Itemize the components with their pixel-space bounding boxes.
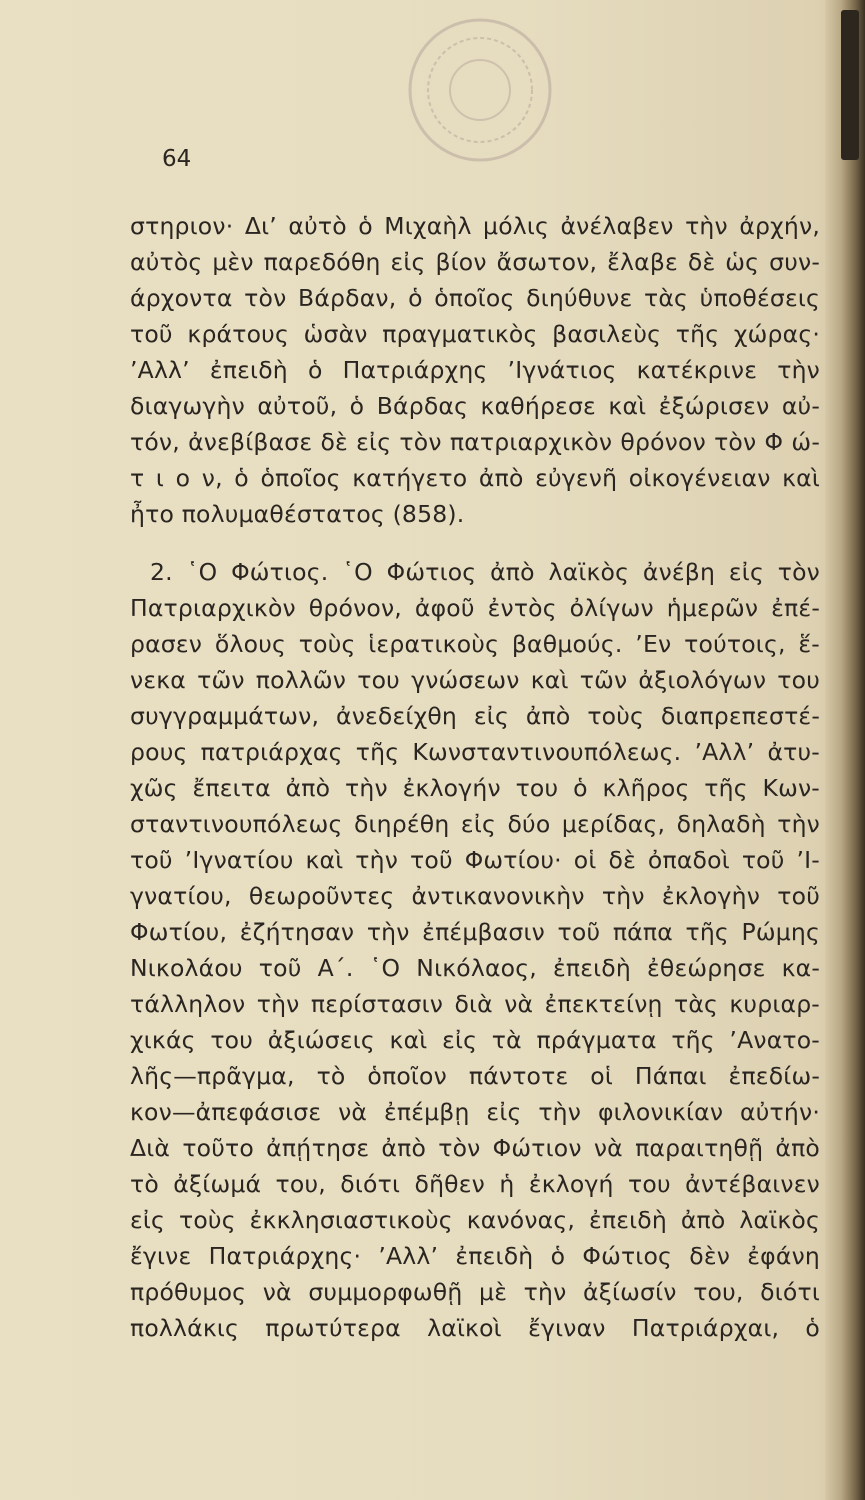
library-stamp-icon <box>405 15 555 165</box>
text-line: ’Αλλ’ ἐπειδὴ ὁ Πατριάρχης ’Ιγνάτιος κατέκρινε τὴν <box>130 356 820 384</box>
text-line: διαγωγὴν αὐτοῦ, ὁ Βάρδας καθήρεσε καὶ ἐξώρισεν αὐ- <box>130 392 820 420</box>
text-line: Πατριαρχικὸν θρόνον, ἀφοῦ ἐντὸς ὀλίγων ἡμερῶν ἐπέ- <box>130 594 820 622</box>
text-line: νεκα τῶν πολλῶν του γνώσεων καὶ τῶν ἀξιολόγων του <box>130 666 820 694</box>
text-line: τοῦ ’Ιγνατίου καὶ τὴν τοῦ Φωτίου· οἱ δὲ ὀπαδοὶ τοῦ ’Ι- <box>130 846 820 874</box>
text-line: γνατίου, θεωροῦντες ἀντικανονικὴν τὴν ἐκλογὴν τοῦ <box>130 882 820 910</box>
text-line: ρασεν ὅλους τοὺς ἱερατικοὺς βαθμούς. ’Εν τούτοις, ἕ- <box>130 630 820 658</box>
spine-edge <box>841 10 859 160</box>
text-line: τὸ ἀξίωμά του, διότι δῆθεν ἡ ἐκλογή του ἀντέβαινεν <box>130 1170 820 1198</box>
text-line: εἰς τοὺς ἐκκλησιαστικοὺς κανόνας, ἐπειδὴ ἀπὸ λαϊκὸς <box>130 1206 820 1234</box>
section-heading-line: 2. ῾Ο Φώτιος. ῾Ο Φώτιος ἀπὸ λαϊκὸς ἀνέβη εἰς τὸν <box>150 558 820 586</box>
text-line: τ ι ο ν, ὁ ὁποῖος κατήγετο ἀπὸ εὐγενῆ οἰκογένειαν καὶ <box>130 464 820 492</box>
text-line: πολλάκις πρωτύτερα λαϊκοὶ ἔγιναν Πατριάρχαι, ὁ <box>130 1314 820 1342</box>
text-line: ρους πατριάρχας τῆς Κωνσταντινουπόλεως. ’Αλλ’ ἀτυ- <box>130 738 820 766</box>
text-line: τοῦ κράτους ὡσὰν πραγματικὸς βασιλεὺς τῆς χώρας· <box>130 320 820 348</box>
text-line: τάλληλον τὴν περίστασιν διὰ νὰ ἐπεκτείνῃ τὰς κυριαρ- <box>130 990 820 1018</box>
text-line: συγγραμμάτων, ἀνεδείχθη εἰς ἀπὸ τοὺς διαπρεπεστέ- <box>130 702 820 730</box>
text-line: λῆς—πρᾶγμα, τὸ ὁποῖον πάντοτε οἱ Πάπαι ἐπεδίω- <box>130 1062 820 1090</box>
text-line: ἔγινε Πατριάρχης· ’Αλλ’ ἐπειδὴ ὁ Φώτιος δὲν ἐφάνη <box>130 1242 820 1270</box>
text-line: πρόθυμος νὰ συμμορφωθῇ μὲ τὴν ἀξίωσίν του, διότι <box>130 1278 820 1306</box>
text-line: άρχοντα τὸν Βάρδαν, ὁ ὁποῖος διηύθυνε τὰς ὑποθέσεις <box>130 284 820 312</box>
text-line: στηριον· Δι’ αὐτὸ ὁ Μιχαὴλ μόλις ἀνέλαβεν τὴν ἀρχήν, <box>130 212 820 240</box>
book-spine <box>825 0 865 1500</box>
text-line: κον—ἀπεφάσισε νὰ ἐπέμβῃ εἰς τὴν φιλονικίαν αὐτήν· <box>130 1098 820 1126</box>
text-line: Φωτίου, ἐζήτησαν τὴν ἐπέμβασιν τοῦ πάπα τῆς Ρώμης <box>130 918 820 946</box>
page-number: 64 <box>162 146 192 172</box>
text-line: τόν, ἀνεβίβασε δὲ εἰς τὸν πατριαρχικὸν θρόνον τὸν Φ ώ- <box>130 428 820 456</box>
text-line: Διὰ τοῦτο ἀπῄτησε ἀπὸ τὸν Φώτιον νὰ παραιτηθῇ ἀπὸ <box>130 1134 820 1162</box>
text-line: αὐτὸς μὲν παρεδόθη εἰς βίον ἄσωτον, ἔλαβε δὲ ὡς συν- <box>130 248 820 276</box>
text-line: χῶς ἔπειτα ἀπὸ τὴν ἐκλογήν του ὁ κλῆρος τῆς Κων- <box>130 774 820 802</box>
text-line: Νικολάου τοῦ Α΄. ῾Ο Νικόλαος, ἐπειδὴ ἐθεώρησε κα- <box>130 954 820 982</box>
text-line: χικάς του ἀξιώσεις καὶ εἰς τὰ πράγματα τῆς ’Ανατο- <box>130 1026 820 1054</box>
text-line: ἦτο πολυμαθέστατος (858). <box>130 500 465 528</box>
text-line: σταντινουπόλεως διηρέθη εἰς δύο μερίδας, δηλαδὴ τὴν <box>130 810 820 838</box>
